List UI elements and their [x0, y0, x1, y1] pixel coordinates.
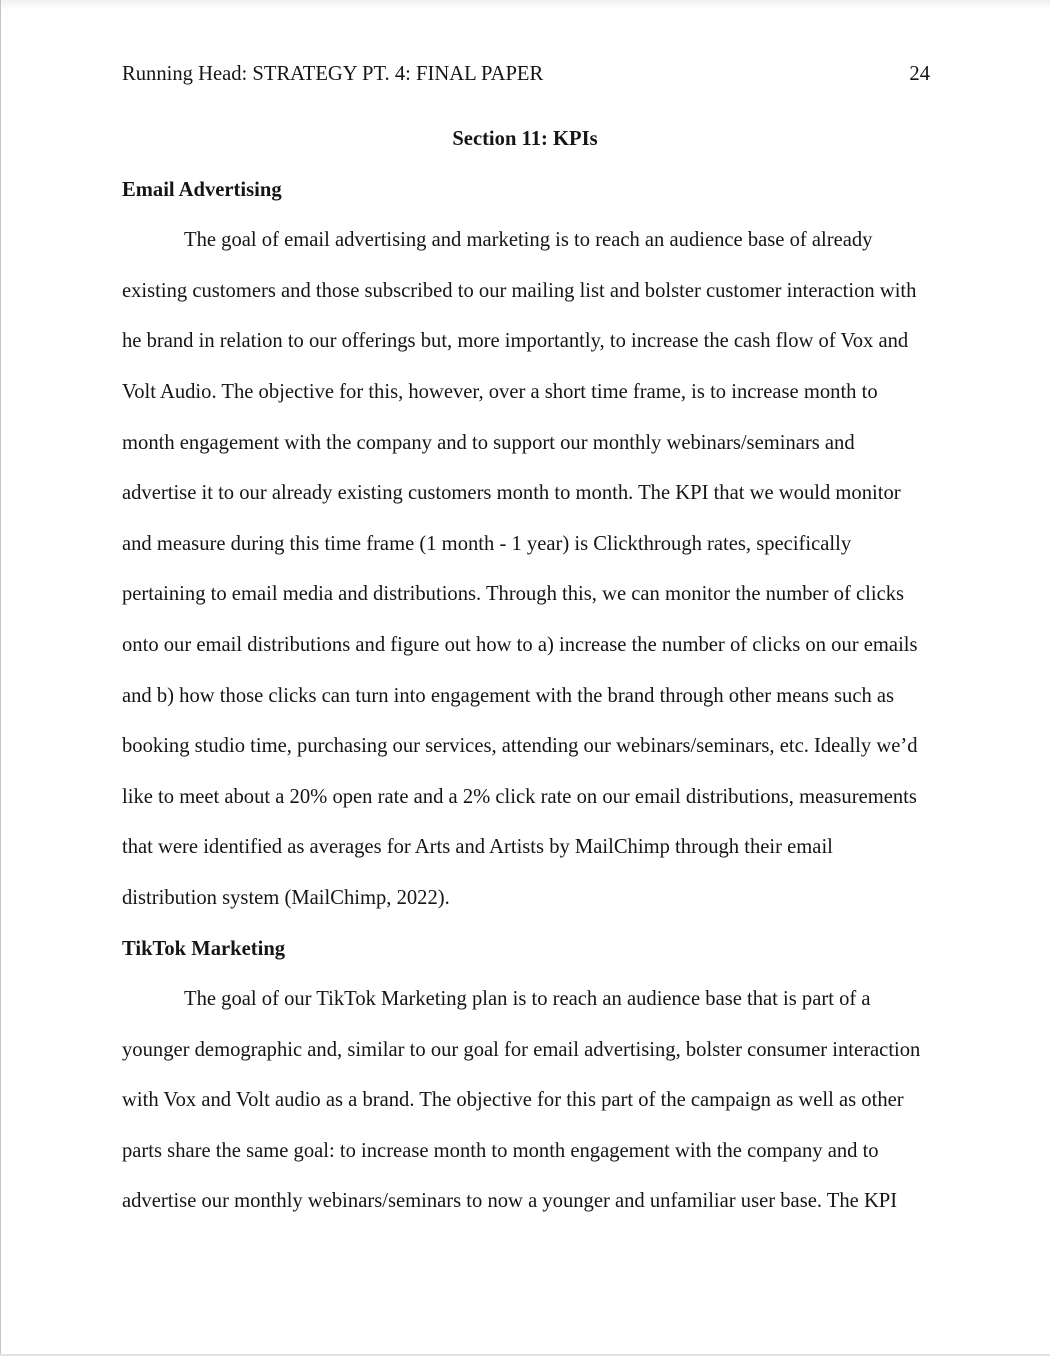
running-head: Running Head: STRATEGY PT. 4: FINAL PAPER	[122, 63, 544, 85]
body-line: The goal of email advertising and marketing is to reach an audience base of already	[184, 229, 873, 252]
body-line: advertise our monthly webinars/seminars to now a younger and unfamiliar user base. The KPI	[122, 1190, 898, 1213]
section-heading-email-advertising: Email Advertising	[122, 178, 282, 201]
body-line: The goal of our TikTok Marketing plan is to reach an audience base that is part of a	[184, 988, 871, 1011]
document-body	[122, 114, 928, 1227]
body-line: like to meet about a 20% open rate and a 2% click rate on our email distributions, measurements	[122, 785, 917, 808]
section-title: Section 11: KPIs	[452, 128, 598, 150]
body-line: advertise it to our already existing customers month to month. The KPI that we would monitor	[122, 482, 901, 505]
body-line: existing customers and those subscribed to our mailing list and bolster customer interaction with	[122, 279, 917, 302]
body-line: younger demographic and, similar to our goal for email advertising, bolster consumer interaction	[122, 1038, 921, 1061]
body-line: onto our email distributions and figure out how to a) increase the number of clicks on our emails	[122, 633, 918, 656]
body-line: and measure during this time frame (1 month - 1 year) is Clickthrough rates, specifically	[122, 532, 852, 555]
body-line: parts share the same goal: to increase month to month engagement with the company and to	[122, 1139, 879, 1162]
body-line: distribution system (MailChimp, 2022).	[122, 886, 450, 909]
body-line: Volt Audio. The objective for this, however, over a short time frame, is to increase month to	[122, 380, 878, 403]
page-header	[122, 62, 930, 86]
body-line: month engagement with the company and to support our monthly webinars/seminars and	[122, 431, 855, 454]
body-line: with Vox and Volt audio as a brand. The objective for this part of the campaign as well as other	[122, 1089, 904, 1112]
body-line: booking studio time, purchasing our services, attending our webinars/seminars, etc. Ideally we’d	[122, 735, 918, 758]
body-line: and b) how those clicks can turn into engagement with the brand through other means such as	[122, 684, 895, 707]
page-left-edge	[0, 0, 1, 1356]
body-line: pertaining to email media and distributions. Through this, we can monitor the number of clicks	[122, 583, 905, 606]
body-line: that were identified as averages for Arts and Artists by MailChimp through their email	[122, 836, 833, 859]
page-number: 24	[909, 63, 930, 85]
section-heading-tiktok-marketing: TikTok Marketing	[122, 937, 286, 960]
body-line: he brand in relation to our offerings but, more importantly, to increase the cash flow of Vox and	[122, 330, 909, 353]
page-top-edge	[0, 0, 1050, 9]
